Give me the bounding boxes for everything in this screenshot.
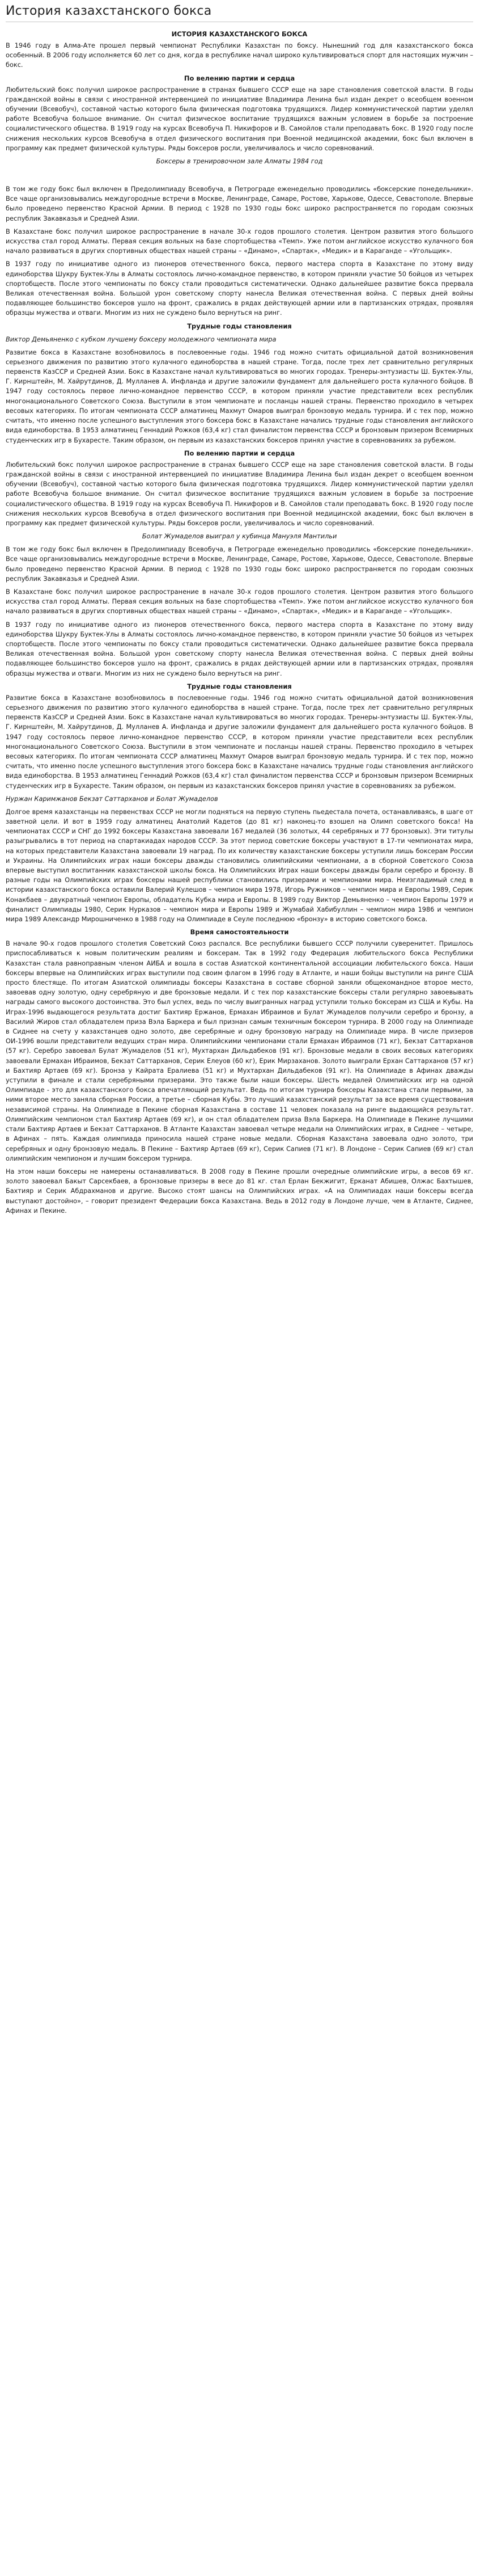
paragraph: Развитие бокса в Казахстане возобновилось в послевоенные годы. 1946 год можно считать официальной датой возникновения серьезного движения по развитию этого кулачного единоборства в нашей стране. Тогда, после трех лет сравнительно регулярных первенств КазССР и Средней Азии. Бокс в Казахстане начал культивироваться во многих городах. Тренеры-энтузиасты Ш. Буктек-Улы, Г. Кирнштейн, М. Хайрутдинов, Д. Мулланев А. Инфланда и другие заложили фундамент для дальнейшего роста кулачного бойцов. В 1947 году состоялось первое лично-командное первенство СССР, в котором приняли участие представители всех республик многонационального Советского Союза. Выступили в этом чемпионате и посланцы нашей страны. Первенство проходило в четырех весовых категориях. По итогам чемпионата СССР алматинец Махмут Омаров выиграл бронзовую медаль турнира. И с тех пор, можно считать, что именно после успешного выступления этого боксера бокс в Казахстане начались трудные годы становления английского вида единоборства. В 1953 алматинец Геннадий Рожков (63,4 кг) стал финалистом первенства СССР и бронзовым призером Всемирных студенческих игр в Бухаресте. Таким образом, он первым из казахстанских боксеров принял участие в соревнованиях за рубежом. <box>6 348 473 444</box>
section-heading: Время самостоятельности <box>190 928 289 937</box>
paragraph: Развитие бокса в Казахстане возобновилось в послевоенные годы. 1946 год можно считать официальной датой возникновения серьезного движения по развитию этого кулачного единоборства в нашей стране. Тогда, после трех лет сравнительно регулярных первенств КазССР и Средней Азии. Бокс в Казахстане начал культивироваться во многих городах. Тренеры-энтузиасты Ш. Буктек-Улы, Г. Кирнштейн, М. Хайрутдинов, Д. Мулланев А. Инфланда и другие заложили фундамент для дальнейшего роста кулачного бойцов. В 1947 году состоялось первое лично-командное первенство СССР, в котором приняли участие представители всех республик многонационального Советского Союза. Выступили в этом чемпионате и посланцы нашей страны. Первенство проходило в четырех весовых категориях. По итогам чемпионата СССР алматинец Махмут Омаров выиграл бронзовую медаль турнира. И с тех пор, можно считать, что именно после успешного выступления этого боксера бокс в Казахстане начались трудные годы становления английского вида единоборства. В 1953 алматинец Геннадий Рожков (63,4 кг) стал финалистом первенства СССР и бронзовым призером Всемирных студенческих игр в Бухаресте. Таким образом, он первым из казахстанских боксеров принял участие в соревнованиях за рубежом. <box>6 694 473 790</box>
section-heading: ИСТОРИЯ КАЗАХСТАНСКОГО БОКСА <box>171 30 308 38</box>
photo-caption: Болат Жумаделов выиграл у кубинца Мануэля Мантильи <box>142 533 337 541</box>
paragraph: Долгое время казахстанцы на первенствах СССР не могли подняться на первую ступень пьедестала почета, останавливаясь, в шаге от заветной цели. И вот в 1959 году алматинец Анатолий Кадетов (до 81 кг) наконец-то взошел на Олимп советского бокса! На чемпионатах СССР и СНГ до 1992 боксеры Казахстана завоевали 167 медалей (36 золотых, 44 серебряных и 77 бронзовых). Эти титулы разыгрывались в тот период на спартакиадах народов СССР. За этот период советские боксеры участвуют в 17-ти чемпионатах мира, на которых представители Казахстана завоевали 19 наград. По их количеству казахстанские боксеры уступили лишь боксерам России и Украины. На Олимпийских играх наши боксеры дважды становились олимпийскими чемпионами, а в сборной Советского Союза впервые выступил воспитанник казахстанской школы бокса. На Олимпийских Играх наши боксеры дважды брали серебро и бронзу. В разные годы на Олимпийских играх боксеры нашей республики становились призерами и чемпионами мира. Неизгладимый след в истории казахстанского бокса оставили Валерий Кулешов – чемпион мира 1978, Игорь Ружников – чемпион мира и Европы 1989, Серик Конакбаев – двукратный чемпион Европы, обладатель Кубка мира и Европы. В 1989 году Виктор Демьяненко – чемпион Европы 1979 и финалист Олимпиады 1980, Серик Нурказов – чемпион мира и Европы 1989 и Жумабай Хабибуллин – чемпион мира 1986 и чемпион мира 1989 Александр Мирошниченко в 1988 году на Олимпиаде в Сеуле последнюю «бронзу» в историю советского бокса. <box>6 808 473 924</box>
article-body <box>6 29 473 1216</box>
paragraph: На этом наши боксеры не намерены останавливаться. В 2008 году в Пекине прошли очередные олимпийские игры, а весов 69 кг. золото завоевал Бакыт Сарсекбаев, а бронзовые призеры в весе до 81 кг. стал Ерлан Бекжигит, Ерканат Абишев, Олжас Бахтышев, Бахтияр и Серик Абдрахманов и другие. Высоко стоят шансы на Олимпийских играх. «А на Олимпиадах наши боксеры всегда выступают достойно», – говорит президент Федерации бокса Казахстана. Ведь в 2012 году в Лондоне лучше, чем в Атланте, Сиднее, Афинах и Пекине. <box>6 1167 473 1215</box>
photo-caption: Виктор Демьяненко с кубком лучшему боксеру молодежного чемпионата мира <box>6 335 277 343</box>
photo-caption: Боксеры в тренировочном зале Алматы 1984 год <box>156 158 323 166</box>
photo-caption: Нуржан Каримжанов Бекзат Саттарханов и Болат Жумаделов <box>6 795 218 803</box>
section-heading: Трудные годы становления <box>187 682 292 690</box>
page-header <box>6 0 473 22</box>
photo-placeholder-space <box>6 170 473 184</box>
paragraph: Любительский бокс получил широкое распространение в странах бывшего СССР еще на заре становления советской власти. В годы гражданской войны в связи с иностранной интервенцией по инициативе Владимира Ленина был издан декрет о всеобщем военном обучении (Всевобуч), составной частью которого была физическая подготовка трудящихся. Лидер коммунистической партии уделял работе Всевобуча большое внимание. Он считал физическое воспитание трудящихся важным условием в борьбе за построение социалистического общества. В 1919 году на курсах Всевобуча П. Никифоров и В. Самойлов стали преподавать бокс. В 1920 году после снижения нескольких курсов Всевобуча в отдел физического воспитания при Военной медицинской академии, бокс был включен в программу как предмет физической культуры. Ряды боксеров росли, увеличивалось и число соревнований. <box>6 461 473 527</box>
paragraph: В Казахстане бокс получил широкое распространение в начале 30-х годов прошлого столетия. Центром развития этого большого искусства стал город Алматы. Первая секция вольных на базе спортобщества «Темп». Уже потом английское искусство кулачного боя начало развиваться в других спортивных обществах нашей страны – «Динамо», «Спартак», «Медик» и в Караганде – «Угольщик». <box>6 588 473 615</box>
section-heading: Трудные годы становления <box>187 322 292 330</box>
page-title: История казахстанского бокса <box>6 3 212 18</box>
paragraph: В том же году бокс был включен в Предолимпиаду Всевобуча, в Петрограде еженедельно проводились «боксерские понедельники». Все чаще организовывались междугородные встречи в Москве, Ленинграде, Самаре, Ростове, Харькове, Одессе, Севастополе. Впервые было проведено первенство Красной Армии. В период с 1928 по 1930 годы бокс широко распространяется по городам союзных республик Закавказья и Средней Азии. <box>6 185 473 222</box>
paragraph: В 1937 году по инициативе одного из пионеров отечественного бокса, первого мастера спорта в Казахстане по этому виду единоборства Шукру Буктек-Улы в Алматы состоялось лично-командное первенство, в котором приняли участие 50 бойцов из четырех спортобществ. После этого чемпионаты по боксу стали проводиться систематически. Однако дальнейшее развитие бокса прервала Великая отечественная война. Большой урон советскому спорту нанесла Великая отечественная война. С первых дней войны подавляющее большинство боксеров ушло на фронт, сражались в рядах действующей армии или в партизанских отрядах, проявляя образцы мужества и отваги. Многим из них не суждено было вернуться на ринг. <box>6 260 473 317</box>
paragraph: В 1946 году в Алма-Ате прошел первый чемпионат Республики Казахстан по боксу. Нынешний год для казахстанского бокса особенный. В 2006 году исполняется 60 лет со дня, когда в республике начал широко культивироваться спорт для настоящих мужчин – бокс. <box>6 42 473 69</box>
section-heading: По велению партии и сердца <box>184 449 295 457</box>
paragraph: В 1937 году по инициативе одного из пионеров отечественного бокса, первого мастера спорта в Казахстане по этому виду единоборства Шукру Буктек-Улы в Алматы состоялось лично-командное первенство, в котором приняли участие 50 бойцов из четырех спортобществ. После этого чемпионаты по боксу стали проводиться систематически. Однако дальнейшее развитие бокса прервала Великая отечественная война. Большой урон советскому спорту нанесла Великая отечественная война. С первых дней войны подавляющее большинство боксеров ушло на фронт, сражались в рядах действующей армии или в партизанских отрядах, проявляя образцы мужества и отваги. Многим из них не суждено было вернуться на ринг. <box>6 621 473 677</box>
page-container <box>0 0 480 1216</box>
paragraph: В том же году бокс был включен в Предолимпиаду Всевобуча, в Петрограде еженедельно проводились «боксерские понедельники». Все чаще организовывались междугородные встречи в Москве, Ленинграде, Самаре, Ростове, Харькове, Одессе, Севастополе. Впервые было проведено первенство Красной Армии. В период с 1928 по 1930 годы бокс широко распространяется по городам союзных республик Закавказья и Средней Азии. <box>6 546 473 583</box>
paragraph: В начале 90-х годов прошлого столетия Советский Союз распался. Все республики бывшего СССР получили суверенитет. Пришлось приспосабливаться к новым политическим реалиям и боксерам. Так в 1992 году Федерация любительского бокса Республики Казахстан стала равноправным членом АИБА и вошла в состав Азиатской континентальной ассоциации любительского бокса. Наши боксеры впервые на Олимпийских играх выступили под своим флагом в 1996 году в Атланте, и наши бойцы выступили на ринге США просто блестяще. По итогам Азиатской олимпиады боксеры Казахстана в составе сборной заняли общекомандное второе место, завоевав одну золотую, одну серебряную и две бронзовые медали. И с тех пор казахстанские боксеры стали регулярно завоевывать награды самого высокого достоинства. Это был успех, ведь по числу выигранных наград уступили только боксерам из США и Кубы. На Играх-1996 выдающегося результата достиг Бахтияр Ержанов, Ермахан Ибраимов и Булат Жумаделов получили серебро и бронзу, а Василий Жиров стал обладателем приза Вэла Баркера и был признан самым техничным боксером турнира. В 2000 году на Олимпиаде в Сиднее на счету у казахстанцев одно золото, две серебряные и одну бронзовую награду на Олимпиаде мира. В числе призеров ОИ-1996 вошли представители ведущих стран мира. Олимпийскими чемпионами стали Ермахан Ибраимов (71 кг), Бекзат Саттарханов (57 кг). Серебро завоевал Булат Жумаделов (51 кг), Мухтархан Дильдабеков (91 кг). Бронзовые медали в своих весовых категориях завоевали Ермахан Ибраимов, Бекзат Саттарханов, Серик Елеуов (60 кг), Ерик Мирзаханов. Золото выиграли Ерхан Саттарханов (57 кг) и Бахтияр Артаев (69 кг). Бронза у Кайрата Ералиева (51 кг) и Мухтархан Дильдабеков (91 кг). На Олимпиаде в Афинах дважды уступили в финале и стали серебряными призерами. Это также были наши боксеры. Шесть медалей Олимпийских игр на одной Олимпиаде - это для казахстанского бокса впечатляющий результат. Ведь по итогам турнира боксеры Казахстана стали первыми, за ними второе место заняла сборная России, а третье – сборная Кубы. Это лучший казахстанский результат за все время существования независимой страны. На Олимпиаде в Пекине сборная Казахстана в составе 11 человек показала на ринге выдающийся результат. Олимпийским чемпионом стал Бахтияр Артаев (69 кг), и он стал обладателем приза Вэла Баркера. На Олимпиаде в Пекине лучшими стали Бахтияр Артаев и Бекзат Саттарханов. В Атланте Казахстан завоевал четыре медали на Олимпийских играх, в Сиднее – четыре, в Афинах – пять. Каждая олимпиада приносила нашей стране новые медали. Сборная Казахстана завоевала одно золото, три серебряных и одну бронзовую медаль. В Пекине – Бахтияр Артаев (69 кг), Серик Сапиев (71 кг). В Лондоне – Серик Сапиев (69 кг) стал олимпийским чемпионом и лучшим боксером турнира. <box>6 940 473 1162</box>
paragraph: Любительский бокс получил широкое распространение в странах бывшего СССР еще на заре становления советской власти. В годы гражданской войны в связи с иностранной интервенцией по инициативе Владимира Ленина был издан декрет о всеобщем военном обучении (Всевобуч), составной частью которого была физическая подготовка трудящихся. Лидер коммунистической партии уделял работе Всевобуча большое внимание. Он считал физическое воспитание трудящихся важным условием в борьбе за построение социалистического общества. В 1919 году на курсах Всевобуча П. Никифоров и В. Самойлов стали преподавать бокс. В 1920 году после снижения нескольких курсов Всевобуча в отдел физического воспитания при Военной медицинской академии, бокс был включен в программу как предмет физической культуры. Ряды боксеров росли, увеличивалось и число соревнований. <box>6 86 473 152</box>
paragraph: В Казахстане бокс получил широкое распространение в начале 30-х годов прошлого столетия. Центром развития этого большого искусства стал город Алматы. Первая секция вольных на базе спортобщества «Темп». Уже потом английское искусство кулачного боя начало развиваться в других спортивных обществах нашей страны – «Динамо», «Спартак», «Медик» и в Караганде – «Угольщик». <box>6 227 473 255</box>
section-heading: По велению партии и сердца <box>184 74 295 82</box>
